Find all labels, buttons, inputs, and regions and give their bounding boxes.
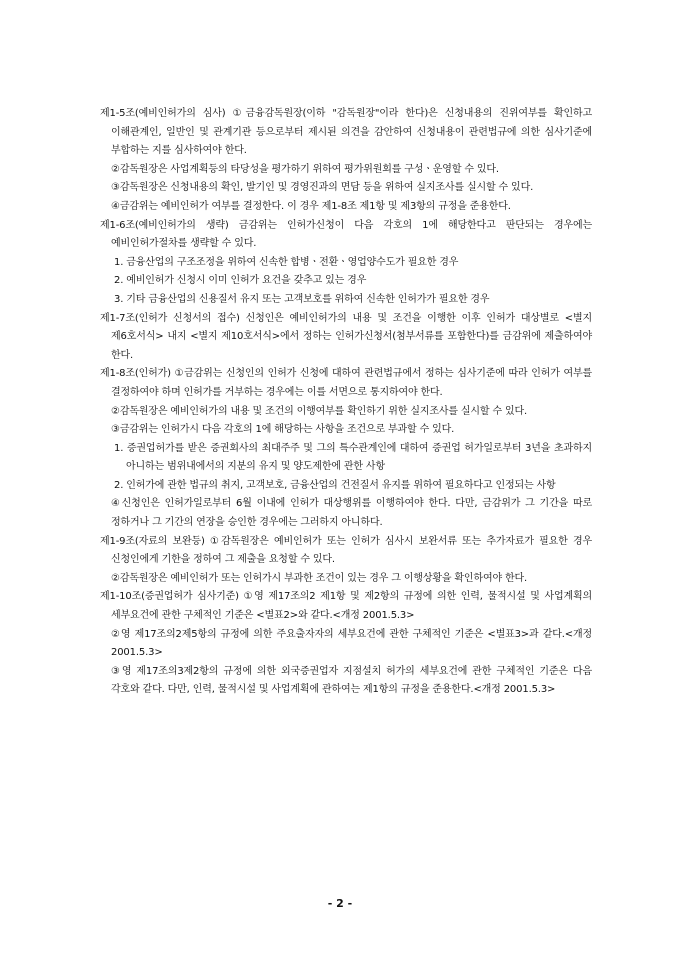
article-1-8: 제1-8조(인허가) ①금감위는 신청인의 인허가 신청에 대하여 관련법규에서 정하는 심사기준에 따라 인허가 여부를 결정하여야 하며 인허가를 거부하는 경우에는 이를 서면으로 통지하여야 한다.	[100, 368, 592, 398]
article-1-10-clause-3: ③영 제17조의3제2항의 규정에 의한 외국증권업자 지점설치 허가의 세부요건에 관한 구체적인 기준은 다음 각호와 같다. 다만, 인력, 물적시설 및 사업계획에 관하여는 제1항의 규정을 준용한다.<개정 2001.5.3>	[111, 665, 592, 696]
article-1-8-clause-2: ②감독원장은 예비인허가의 내용 및 조건의 이행여부를 확인하기 위한 실지조사를 실시할 수 있다.	[111, 405, 528, 417]
article-1-5: 제1-5조(예비인허가의 심사) ①금융감독원장(이하 "감독원장"이라 한다)은 신청내용의 진위여부를 확인하고 이해관계인, 일반인 및 관계기관 등으로부터 제시된 의견을 감안하여 신청내용이 관련법규에 의한 심사기준에 부합하는 지를 심사하여야 한다.	[100, 108, 592, 157]
article-1-6-item-1: 1. 금융산업의 구조조정을 위하여 신속한 합병ㆍ전환ㆍ영업양수도가 필요한 경우	[114, 256, 459, 268]
article-1-6-item-2: 2. 예비인허가 신청시 이미 인허가 요건을 갖추고 있는 경우	[114, 275, 367, 287]
article-1-6: 제1-6조(예비인허가의 생략) 금감위는 인허가신청이 다음 각호의 1에 해당한다고 판단되는 경우에는 예비인허가절차를 생략할 수 있다.	[100, 219, 592, 250]
article-1-7: 제1-7조(인허가 신청서의 접수) 신청인은 예비인허가의 내용 및 조건을 이행한 이후 인허가 대상별로 <별지 제6호서식> 내지 <별지 제10호서식>에서 정하는 인허가신청서(첨부서류를 포함한다)를 금감위에 제출하여야 한다.	[100, 312, 592, 361]
article-1-8-clause-4: ④신청인은 인허가일로부터 6월 이내에 인허가 대상행위를 이행하여야 한다. 다만, 금감위가 그 기간을 따로 정하거나 그 기간의 연장을 승인한 경우에는 그러하지 아니하다.	[111, 498, 592, 529]
article-1-10-clause-2: ②영 제17조의2제5항의 규정에 의한 주요출자자의 세부요건에 관한 구체적인 기준은 <별표3>과 같다.<개정 2001.5.3>	[111, 628, 592, 659]
article-1-5-clause-4: ④금감위는 예비인허가 여부를 결정한다. 이 경우 제1-8조 제1항 및 제3항의 규정을 준용한다.	[111, 200, 511, 212]
article-1-6-item-3: 3. 기타 금융산업의 신용질서 유지 또는 고객보호를 위하여 신속한 인허가가 필요한 경우	[114, 293, 490, 305]
article-1-5-clause-2: ②감독원장은 사업계획등의 타당성을 평가하기 위하여 평가위원회를 구성ㆍ운영할 수 있다.	[111, 163, 499, 175]
article-1-8-item-2: 2. 인허가에 관한 법규의 취지, 고객보호, 금융산업의 건전질서 유지를 위하여 필요하다고 인정되는 사항	[114, 479, 556, 491]
article-1-5-clause-3: ③감독원장은 신청내용의 확인, 발기인 및 경영진과의 면담 등을 위하여 실지조사를 실시할 수 있다.	[111, 182, 534, 194]
article-1-9-clause-2: ②감독원장은 예비인허가 또는 인허가시 부과한 조건이 있는 경우 그 이행상황을 확인하여야 한다.	[111, 572, 528, 584]
article-1-8-item-1: 1. 증권업허가를 받은 증권회사의 최대주주 및 그의 특수관계인에 대하여 증권업 허가일로부터 3년을 초과하지 아니하는 범위내에서의 지분의 유지 및 양도제한에 관한 사항	[114, 442, 592, 473]
page-number: - 2 -	[327, 897, 353, 910]
article-1-9: 제1-9조(자료의 보완등) ①감독원장은 예비인허가 또는 인허가 심사시 보완서류 또는 추가자료가 필요한 경우 신청인에게 기한을 정하여 그 제출을 요청할 수 있다.	[100, 535, 592, 566]
regulation-body	[100, 105, 592, 700]
article-1-10: 제1-10조(증권업허가 심사기준) ①영 제17조의2 제1항 및 제2항의 규정에 의한 인력, 물적시설 및 사업계획의 세부요건에 관한 구체적인 기준은 <별표2>와 같다.<개정 2001.5.3>	[100, 591, 592, 622]
article-1-8-clause-3: ③금감위는 인허가시 다음 각호의 1에 해당하는 사항을 조건으로 부과할 수 있다.	[111, 424, 455, 436]
